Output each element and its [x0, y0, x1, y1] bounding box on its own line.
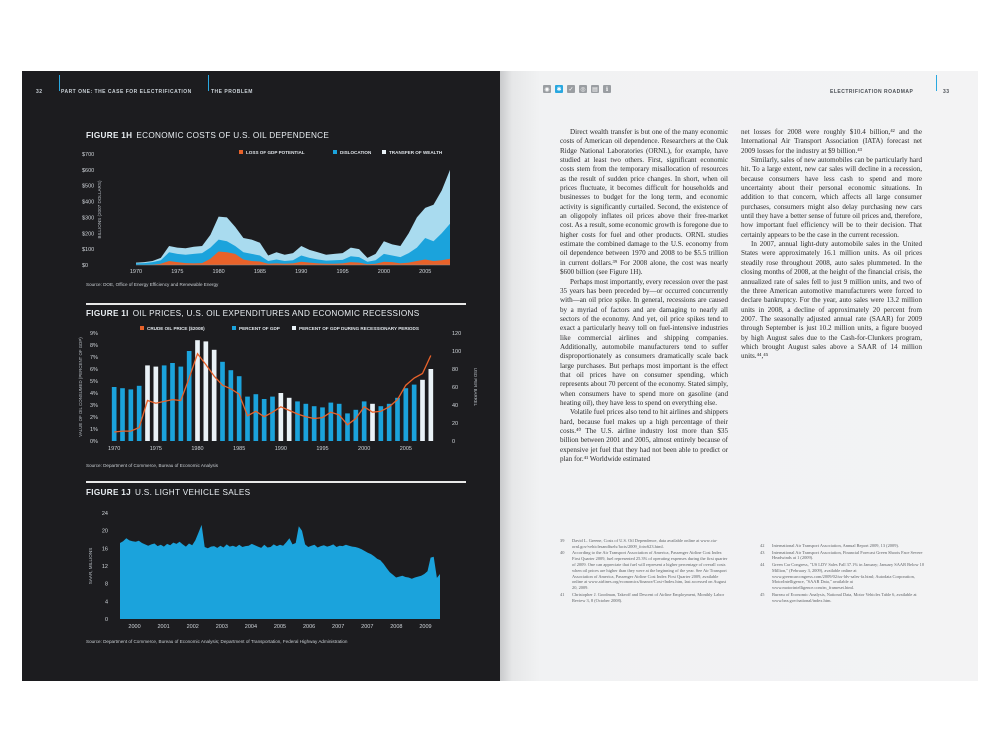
y-tick-label: 16	[101, 546, 108, 553]
bar	[404, 388, 409, 441]
y-tick-label: 3%	[90, 403, 98, 409]
bar	[170, 363, 175, 441]
x-tick-label: 2009	[419, 624, 432, 630]
y-tick-label: 5%	[90, 379, 98, 385]
y-tick-label: 7%	[90, 355, 98, 361]
bar	[337, 404, 342, 441]
y2-tick-label: 60	[452, 385, 459, 391]
x-tick-label: 2008	[390, 624, 403, 630]
y-tick-label: 8%	[90, 343, 98, 349]
legend-label: LOSS OF GDP POTENTIAL	[246, 150, 305, 155]
bar	[387, 404, 392, 441]
bar	[212, 350, 217, 441]
x-tick-label: 2005	[399, 446, 412, 452]
bar	[204, 341, 209, 441]
y-tick-label: $700	[82, 152, 95, 158]
y2-tick-label: 40	[452, 403, 459, 409]
figure-label: FIGURE 1H	[86, 131, 133, 140]
x-tick-label: 1970	[108, 446, 121, 452]
bar	[220, 362, 225, 441]
x-tick-label: 1990	[295, 269, 308, 275]
figure-title-text: OIL PRICES, U.S. OIL EXPENDITURES AND ECONOMIC RECESSIONS	[132, 309, 420, 318]
y-tick-label: 24	[101, 511, 108, 517]
body-column-1	[560, 128, 728, 464]
running-head-part: PART ONE: THE CASE FOR ELECTRIFICATION	[61, 89, 192, 95]
legend-label: TRANSFER OF WEALTH	[389, 150, 443, 155]
y-tick-label: $200	[82, 231, 95, 238]
x-tick-label: 2005	[419, 269, 432, 275]
bar	[129, 389, 134, 441]
bar	[304, 404, 309, 441]
footnote: 43 International Air Transport Association, Financial Forecast Green Shoots Face Severe Headwinds at 1 (2009).	[760, 549, 923, 561]
figure-1j-source: Source: Department of Commerce, Bureau of Economic Analysis; Department of Transportation, Federal Highway Administration	[86, 639, 348, 644]
legend-swatch	[140, 326, 144, 330]
bar	[254, 394, 259, 441]
bar	[270, 397, 275, 441]
bar	[370, 404, 375, 441]
x-tick-label: 1970	[129, 269, 143, 275]
y-tick-label: 8	[104, 581, 108, 588]
bar	[120, 388, 125, 441]
legend-swatch	[292, 326, 296, 330]
target-icon: ◎	[580, 86, 586, 93]
y-tick-label: 2%	[90, 415, 98, 421]
x-tick-label: 2000	[128, 624, 141, 630]
chart-icon: ▤	[592, 86, 598, 93]
bar	[237, 376, 242, 441]
x-tick-label: 1995	[336, 269, 349, 275]
x-tick-label: 2000	[377, 269, 391, 275]
book-spread	[22, 71, 978, 681]
bar	[279, 393, 284, 441]
legend-label: PERCENT OF GDP DURING RECESSIONARY PERIODS	[299, 326, 419, 331]
figure-title-text: ECONOMIC COSTS OF U.S. OIL DEPENDENCE	[136, 131, 330, 140]
paragraph: In 2007, annual light-duty automobile sales in the United States were approximately 16.1 million units. As oil prices steadily rose throughout 2008, auto sales plummeted. In the closing months of 2008, at the height of the financial crisis, the annualized rate of sales fell to just 9 million units, and two of the three American automotive manufacturers were forced to declare bankruptcy. For the year, auto sales were 13.2 million units in 2008, a decline of approximately 20 percent from 2007. The seasonally adjusted annual rate (SAAR) for 2009 through September is just 10.2 million units, a figure buoyed by high August sales due to the Cash-for-Clunkers program, which brought August sales above a SAAR of 14 million units.⁴⁴,⁴⁵	[741, 240, 922, 361]
bar	[320, 407, 325, 441]
y-tick-label: $500	[82, 183, 95, 190]
legend-swatch	[333, 150, 337, 154]
figure-divider	[86, 481, 466, 483]
x-tick-label: 2004	[244, 624, 258, 630]
bar	[395, 398, 400, 441]
y-tick-label: $100	[82, 247, 95, 254]
bar	[345, 413, 350, 441]
bar	[287, 398, 292, 441]
y-axis-label: BILLIONS (2007 DOLLARS)	[97, 180, 102, 239]
x-tick-label: 2002	[186, 624, 199, 630]
legend-swatch	[232, 326, 236, 330]
eye-icon: ◉	[544, 86, 550, 93]
right-page	[500, 71, 978, 681]
bar	[162, 365, 167, 441]
bar	[137, 386, 142, 441]
bar	[329, 403, 334, 441]
header-rule	[59, 75, 60, 91]
figure-1h-title	[86, 131, 329, 140]
running-head-section: THE PROBLEM	[211, 89, 253, 95]
page-number: 32	[36, 89, 43, 95]
bar	[112, 387, 117, 441]
y-axis-label: VALUE OF OIL CONSUMED (PERCENT OF GDP)	[78, 337, 83, 437]
bar	[420, 380, 425, 441]
y-tick-label: 12	[101, 564, 108, 570]
info-icon: ℹ	[603, 85, 611, 93]
y2-tick-label: 0	[452, 439, 456, 445]
gear-icon: ✱	[556, 86, 562, 93]
paragraph: Direct wealth transfer is but one of the many economic costs of American oil dependence. Researchers at the Oak Ridge National Laboratories (ORNL), for example, have studied at least two others. First, significant economic costs stem from the temporary misallocation of resources as the result of sudden price changes. In short, when oil prices fluctuate, it becomes difficult for households and businesses to budget for the long term, and economic activity is significantly curtailed. Second, the existence of an oligopoly inflates oil prices above their free-market cost. As a result, some economic growth is foregone due to higher costs for fuel and other products. ORNL studies estimate the combined damage to the U.S. economy from oil dependence between 1970 and 2008 to be $5.5 trillion in current dollars.³⁹ For 2008 alone, the cost was nearly $600 billion (see Figure 1H).	[560, 128, 728, 277]
footnote: 41 Christopher J. Goodman, Takeoff and Descent of Airline Employment, Monthly Labor Review 3, 8 (October 2008).	[560, 591, 725, 603]
x-tick-label: 2005	[273, 624, 287, 630]
x-tick-label: 2001	[157, 624, 170, 630]
x-tick-label: 1990	[274, 446, 287, 452]
x-tick-label: 2006	[302, 624, 316, 630]
check-icon: ✓	[568, 86, 574, 93]
x-tick-label: 1975	[171, 269, 184, 275]
y-tick-label: 4%	[90, 391, 98, 397]
y-tick-label: 0	[104, 617, 108, 623]
figure-title-text: U.S. LIGHT VEHICLE SALES	[135, 488, 251, 497]
x-tick-label: 1985	[233, 446, 246, 452]
paragraph: net losses for 2008 were roughly $10.4 billion,⁴² and the International Air Transport Association (IATA) forecast net 2009 losses for the industry at $9 billion.⁴³	[741, 128, 922, 155]
header-rule	[208, 75, 209, 91]
chart-economic-costs	[22, 144, 500, 294]
y-tick-label: 6%	[90, 367, 98, 373]
figure-label: FIGURE 1J	[86, 488, 132, 497]
bar	[354, 410, 359, 441]
bar	[295, 401, 300, 441]
bar	[412, 385, 417, 441]
footnote: 40 According to the Air Transport Association of America, Passenger Airline Cost Index First Quarter 2009, fuel represented 25.3% of operating expenses during the first quarter of 2009. One can appreciate that fuel will represent a higher percentage of overall costs when oil prices are higher than they were at the beginning of the year. See Air Transport Association of America, Passenger Airline Cost Index First Quarter 2009, available online at www.airlines.org/economics/finance/Cost+Index.htm, last accessed on August 20, 2009.	[560, 550, 728, 591]
running-head: ELECTRIFICATION ROADMAP	[830, 89, 914, 95]
x-tick-label: 1980	[212, 269, 225, 275]
area-light-vehicle-sales	[120, 525, 440, 619]
footnote: 39 David L. Greene, Costs of U.S. Oil Dependence, data available online at www.cta-ornl.gov/vehiclesandfuels/facts/2009_fotw623.html.	[560, 538, 718, 549]
bar	[429, 369, 434, 441]
x-tick-label: 2007	[332, 624, 345, 630]
footnote: 44 Green Car Congress, "US LDV Sales Fall 37.1% in January; January SAAR Below 10 Million," (February 3, 2009), available online at www.greencarcongress.com/2009/02/us-ldv-sales-fa.html; Autodata Corporation, MotorIntelligence, "SAAR Data," available at www.motorintelligence.com/m_frameset.html.	[760, 561, 925, 591]
figure-1i-title	[86, 309, 419, 318]
y-tick-label: 0%	[90, 439, 98, 445]
x-tick-label: 2003	[215, 624, 228, 630]
legend-label: DISLOCATION	[340, 150, 372, 155]
legend-label: CRUDE OIL PRICE ($2008)	[147, 326, 205, 331]
paragraph: Volatile fuel prices also tend to hit airlines and shippers hard, because fuel makes up a high percentage of their costs.⁴⁰ The U.S. airline industry lost more than $35 billion between 2001 and 2005, almost entirely because of expensive jet fuel that they had not been able to predict or plan for.⁴¹ Worldwide estimated	[560, 408, 728, 464]
y2-tick-label: 120	[452, 331, 462, 337]
header-rule	[936, 75, 937, 91]
bar	[179, 367, 184, 441]
bar	[312, 406, 317, 441]
chart-light-vehicle-sales	[22, 501, 500, 641]
x-tick-label: 1980	[191, 446, 204, 452]
y-tick-label: $600	[82, 167, 95, 174]
y-tick-label: 1%	[90, 427, 98, 433]
area-series-transfer-of-wealth	[136, 170, 450, 265]
figure-divider	[86, 303, 466, 305]
y-tick-label: 4	[104, 599, 108, 606]
legend-label: PERCENT OF GDP	[239, 326, 280, 331]
y2-tick-label: 100	[452, 349, 462, 355]
y2-tick-label: 80	[452, 367, 459, 373]
legend-swatch	[239, 150, 243, 154]
bar	[245, 397, 250, 441]
paragraph: Similarly, sales of new automobiles can be particularly hard hit. To a large extent, new car sales will decline in a recession, because consumers have less cash to spend and more uncertainty about their personal economic situations. In addition to that concern, which affects all large consumer purchases, consumers might also delay purchasing new cars until they have a better sense of future oil prices and, therefore, how important fuel efficiency will be to their decision. That certainly appears to be the case in the current recession.	[741, 156, 922, 239]
paragraph: Perhaps most importantly, every recession over the past 35 years has been preceded by—or occurred concurrently with—an oil price spike. In general, recessions are caused by a myriad of factors and are damaging to nearly all sectors of the economy. And yet, oil price spikes tend to exact a particularly heavy toll on fuel-intensive industries like commercial airlines and shipping companies. Additionally, automobile manufacturers tend to suffer disproportionately as consumers dramatically scale back large purchases. But perhaps most important is the effect that oil prices have on consumer spending, which represents about 70 percent of the economy. Stated simply, when consumers have to spend more on gasoline (and heating oil), they have less to spend on everything else.	[560, 277, 728, 407]
chart-oil-prices-recessions	[22, 321, 500, 461]
footnote: 45 Bureau of Economic Analysis, National Data, Motor Vehicles Table 6, available at www.bea.gov/national/index.htm.	[760, 591, 917, 603]
bar	[262, 399, 267, 441]
bar	[187, 351, 192, 441]
x-tick-label: 1995	[316, 446, 329, 452]
y2-axis-label: USD PER BARREL	[473, 367, 478, 407]
figure-label: FIGURE 1I	[86, 309, 129, 318]
bar	[229, 370, 234, 441]
x-tick-label: 1975	[149, 446, 162, 452]
y-axis-label: SAAR, MILLIONS	[88, 547, 93, 585]
y-tick-label: $400	[82, 199, 95, 206]
y-tick-label: 20	[101, 528, 108, 535]
y2-tick-label: 20	[452, 421, 459, 427]
body-column-2	[741, 128, 922, 362]
legend-swatch	[382, 150, 386, 154]
bar	[145, 365, 150, 441]
x-tick-label: 1985	[253, 269, 267, 275]
figure-1h-source: Source: DOE, Office of Energy Efficiency and Renewable Energy	[86, 282, 219, 287]
y-tick-label: $0	[82, 263, 89, 269]
icon-bar	[543, 85, 611, 93]
left-page	[22, 71, 500, 681]
figure-1i-source: Source: Department of Commerce, Bureau of Economic Analysis	[86, 463, 219, 468]
page-number: 33	[943, 89, 950, 95]
figure-1j-title	[86, 488, 250, 497]
y-tick-label: 9%	[90, 331, 98, 337]
footnote: 42 International Air Transport Association, Annual Report 2009, 13 (2009).	[760, 543, 899, 548]
x-tick-label: 2007	[361, 624, 374, 630]
y-tick-label: $300	[82, 215, 95, 222]
footnotes-left	[560, 538, 728, 604]
footnotes-right	[760, 543, 926, 604]
x-tick-label: 2000	[358, 446, 371, 452]
